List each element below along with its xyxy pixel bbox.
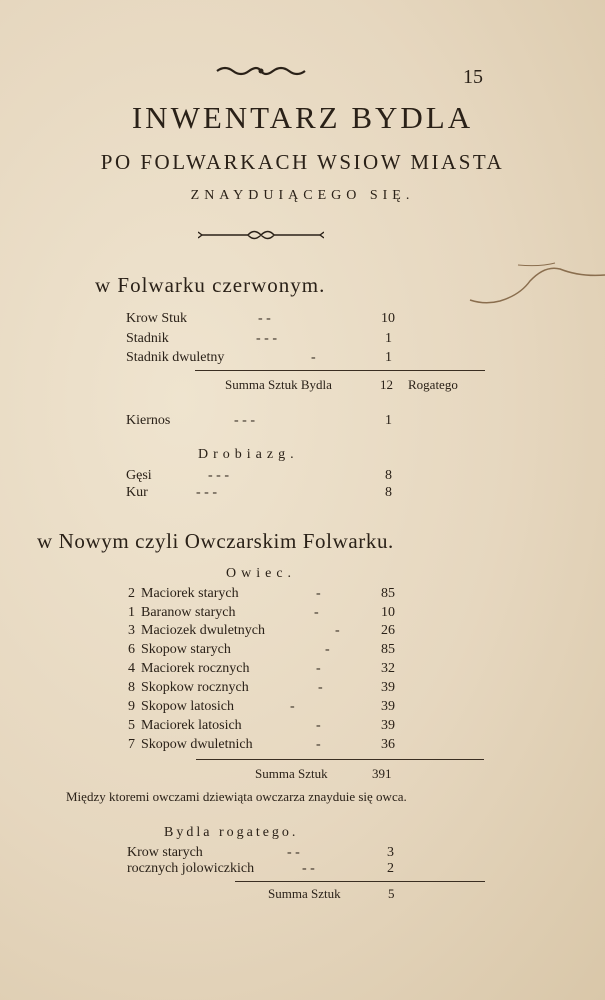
table-row <box>127 861 417 879</box>
table-row <box>128 718 418 736</box>
row-value: 26 <box>381 623 395 638</box>
row-dots: - <box>325 642 330 657</box>
summary-row <box>255 766 455 784</box>
row-label: rocznych jolowiczkich <box>127 861 255 876</box>
table-row <box>128 623 418 641</box>
row-label: Baranow starych <box>141 605 236 620</box>
summary-value: 5 <box>388 886 395 901</box>
table-row <box>128 699 418 717</box>
note-text: Między ktoremi owczami dziewiąta owczarza znayduie się owca. <box>66 789 407 804</box>
summary-label: Summa Sztuk <box>268 886 341 901</box>
owce-heading: Owiec. <box>226 566 297 581</box>
summary-value: 391 <box>372 766 392 781</box>
row-dots: - <box>316 737 321 752</box>
row-label: Skopkow rocznych <box>141 680 249 695</box>
row-value: 3 <box>387 845 394 860</box>
row-value: 39 <box>381 718 395 733</box>
table-row <box>128 737 418 755</box>
row-label: Stadnik <box>126 331 169 346</box>
row-value: 1 <box>385 331 392 346</box>
row-value: 10 <box>381 311 395 326</box>
divider-ornament <box>198 228 324 242</box>
row-value: 39 <box>381 699 395 714</box>
page-subtitle-2: ZNAYDUIĄCEGO SIĘ. <box>190 188 415 203</box>
row-value: 85 <box>381 642 395 657</box>
table-row <box>126 413 406 431</box>
sum-rule <box>195 370 485 371</box>
row-value: 39 <box>381 680 395 695</box>
row-value: 85 <box>381 586 395 601</box>
table-row <box>128 605 418 623</box>
page-subtitle: PO FOLWARKACH WSIOW MIASTA <box>100 150 505 174</box>
table-row <box>128 642 418 660</box>
row-label: Skopow dwuletnich <box>141 737 253 752</box>
row-dots: - - <box>287 845 300 860</box>
table-row <box>128 661 418 679</box>
table-row <box>128 586 418 604</box>
row-count: 9 <box>128 699 135 714</box>
top-ornament <box>215 64 307 78</box>
summary-row <box>268 886 468 904</box>
table-row <box>126 350 406 368</box>
row-label: Maciozek dwuletnych <box>141 623 266 638</box>
row-dots: - <box>316 718 321 733</box>
paper-tear-mark <box>460 255 605 315</box>
row-value: 1 <box>385 413 392 428</box>
row-dots: - <box>311 350 316 365</box>
row-value: 36 <box>381 737 395 752</box>
row-count: 5 <box>128 718 135 733</box>
sum-rule <box>196 759 484 760</box>
row-count: 3 <box>128 623 135 638</box>
row-label: Kiernos <box>126 413 171 428</box>
row-label: Stadnik dwuletny <box>126 350 225 365</box>
row-dots: - <box>335 623 340 638</box>
row-count: 8 <box>128 680 135 695</box>
row-count: 1 <box>128 605 135 620</box>
row-label: Kur <box>126 485 148 500</box>
row-dots: - <box>316 661 321 676</box>
row-label: Gęsi <box>126 468 152 483</box>
table-row <box>126 468 406 486</box>
row-label: Maciorek starych <box>141 586 239 601</box>
row-label: Maciorek rocznych <box>141 661 250 676</box>
drobiazg-heading: Drobiazg. <box>198 447 299 462</box>
row-count: 7 <box>128 737 135 752</box>
row-dots: - <box>314 605 319 620</box>
row-value: 10 <box>381 605 395 620</box>
row-dots: - - - <box>234 413 255 428</box>
row-label: Krow Stuk <box>126 311 188 326</box>
sum-rule <box>235 881 485 882</box>
row-dots: - - - <box>196 485 217 500</box>
row-value: 8 <box>385 485 392 500</box>
row-label: Krow starych <box>127 845 203 860</box>
table-row <box>126 485 406 503</box>
summary-row <box>225 377 485 395</box>
row-dots: - - <box>258 311 271 326</box>
table-row <box>126 331 406 349</box>
row-count: 2 <box>128 586 135 601</box>
row-value: 8 <box>385 468 392 483</box>
row-dots: - - <box>302 861 315 876</box>
page-title: INWENTARZ BYDLA <box>131 100 474 135</box>
row-dots: - - - <box>208 468 229 483</box>
row-dots: - - - <box>256 331 277 346</box>
section-heading-owczarski: w Nowym czyli Owczarskim Folwarku. <box>37 529 394 553</box>
row-value: 1 <box>385 350 392 365</box>
row-dots: - <box>318 680 323 695</box>
row-value: 2 <box>387 861 394 876</box>
row-label: Skopow latosich <box>141 699 234 714</box>
row-dots: - <box>290 699 295 714</box>
row-count: 4 <box>128 661 135 676</box>
summary-label: Summa Sztuk <box>255 766 328 781</box>
row-label: Skopow starych <box>141 642 231 657</box>
row-count: 6 <box>128 642 135 657</box>
row-label: Maciorek latosich <box>141 718 242 733</box>
row-value: 32 <box>381 661 395 676</box>
summary-value: 12 <box>380 377 393 392</box>
row-dots: - <box>316 586 321 601</box>
summary-label: Summa Sztuk Bydla <box>225 377 332 392</box>
page-number: 15 <box>463 66 483 88</box>
summary-suffix: Rogatego <box>408 377 458 392</box>
section-heading-czerwony: w Folwarku czerwonym. <box>95 273 326 297</box>
bydla-heading: Bydla rogatego. <box>164 825 299 840</box>
table-row <box>126 311 406 329</box>
table-row <box>128 680 418 698</box>
